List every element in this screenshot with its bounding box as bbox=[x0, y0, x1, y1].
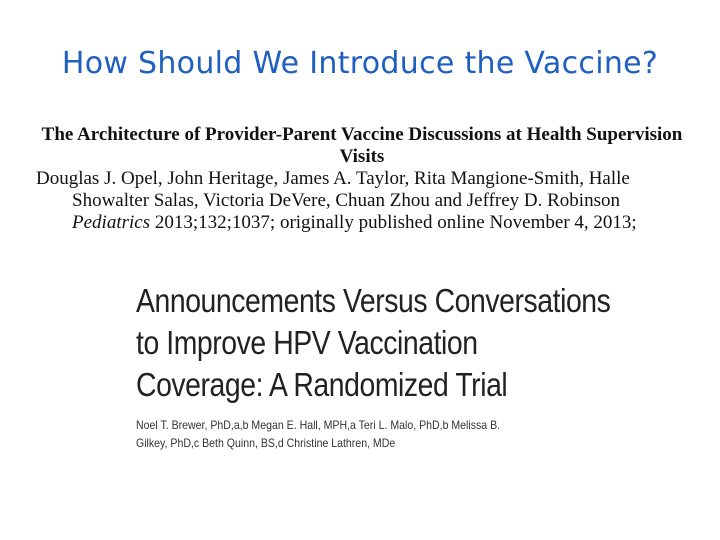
paper2-title-line2: to Improve HPV Vaccination bbox=[136, 324, 478, 361]
paper1-authors bbox=[32, 168, 692, 212]
paper1-title bbox=[32, 124, 692, 168]
paper1-authors-line1: Douglas J. Opel, John Heritage, James A. Taylor, Rita Mangione-Smith, Halle bbox=[36, 168, 630, 189]
paper1-authors-line2: Showalter Salas, Victoria DeVere, Chuan Zhou and Jeffrey D. Robinson bbox=[72, 190, 620, 211]
paper-citation-brewer bbox=[136, 280, 676, 452]
paper2-authors bbox=[136, 416, 611, 452]
paper1-journal: Pediatrics bbox=[72, 212, 151, 233]
paper1-citation bbox=[32, 212, 692, 234]
paper2-title-line3: Coverage: A Randomized Trial bbox=[136, 366, 508, 403]
paper1-title-line1: The Architecture of Provider-Parent Vaccine Discussions at Health Supervision bbox=[41, 124, 683, 145]
paper1-title-line2: Visits bbox=[339, 146, 385, 167]
slide-title: How Should We Introduce the Vaccine? bbox=[61, 46, 659, 81]
paper2-authors-line2: Gilkey, PhD,c Beth Quinn, BS,d Christine Lathren, MDe bbox=[136, 436, 396, 450]
paper-citation-opel bbox=[32, 124, 692, 234]
paper2-authors-line1: Noel T. Brewer, PhD,a,b Megan E. Hall, MPH,a Teri L. Malo, PhD,b Melissa B. bbox=[136, 418, 501, 432]
paper2-title bbox=[136, 280, 611, 406]
paper1-citation-details: 2013;132;1037; originally published online November 4, 2013; bbox=[150, 212, 637, 233]
paper2-title-line1: Announcements Versus Conversations bbox=[136, 282, 611, 319]
